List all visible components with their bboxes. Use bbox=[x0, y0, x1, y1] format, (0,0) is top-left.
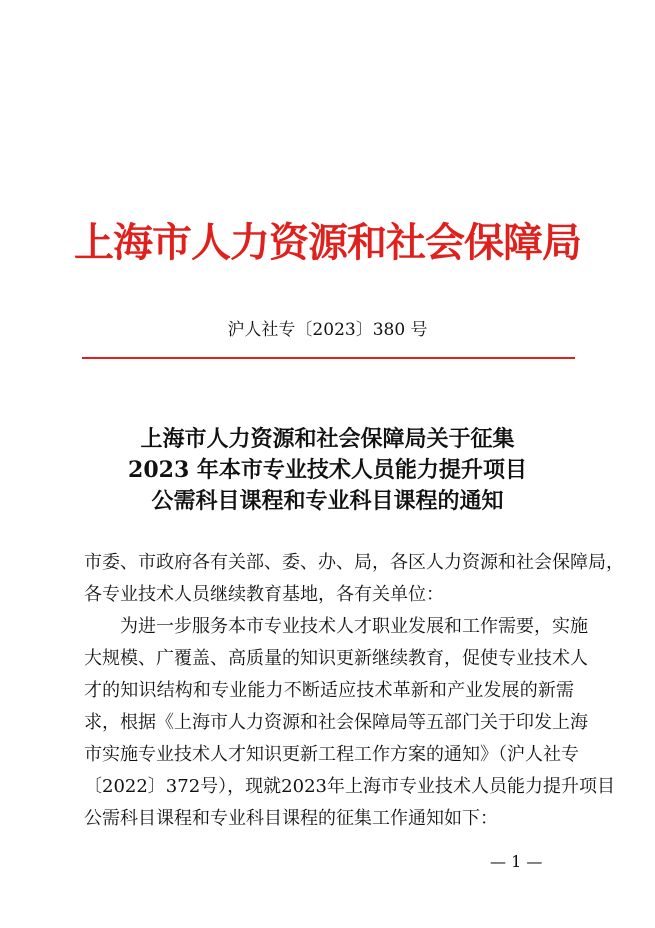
addressee-line: 各专业技术人员继续教育基地，各有关单位： bbox=[84, 584, 444, 605]
body-line: 大规模、广覆盖、高质量的知识更新继续教育，促使专业技术人 bbox=[84, 648, 588, 669]
issuing-agency-header: 上海市人力资源和社会保障局 bbox=[74, 219, 581, 266]
body-line: 求，根据《上海市人力资源和社会保障局等五部门关于印发上海 bbox=[84, 712, 588, 733]
document-body bbox=[84, 547, 624, 835]
body-line: 才的知识结构和专业能力不断适应技术革新和产业发展的新需 bbox=[84, 680, 574, 701]
document-title bbox=[0, 424, 655, 517]
body-line: 为进一步服务本市专业技术人才职业发展和工作需要，实施 bbox=[120, 616, 588, 637]
body-line: 〔2022〕372号），现就2023年上海市专业技术人员能力提升项目 bbox=[84, 776, 615, 797]
page-number: — 1 — bbox=[490, 852, 543, 871]
red-divider bbox=[82, 357, 575, 359]
body-line: 公需科目课程和专业科目课程的征集工作通知如下： bbox=[84, 808, 498, 829]
document-number: 沪人社专〔2023〕380 号 bbox=[227, 320, 428, 340]
title-line: 上海市人力资源和社会保障局关于征集 bbox=[140, 426, 515, 452]
body-line: 市实施专业技术人才知识更新工程工作方案的通知》（沪人社专 bbox=[84, 744, 579, 765]
title-line: 2023 年本市专业技术人员能力提升项目 bbox=[128, 457, 527, 483]
addressee-line: 市委、市政府各有关部、委、办、局，各区人力资源和社会保障局， bbox=[84, 552, 624, 573]
title-line: 公需科目课程和专业科目课程的通知 bbox=[151, 488, 504, 514]
